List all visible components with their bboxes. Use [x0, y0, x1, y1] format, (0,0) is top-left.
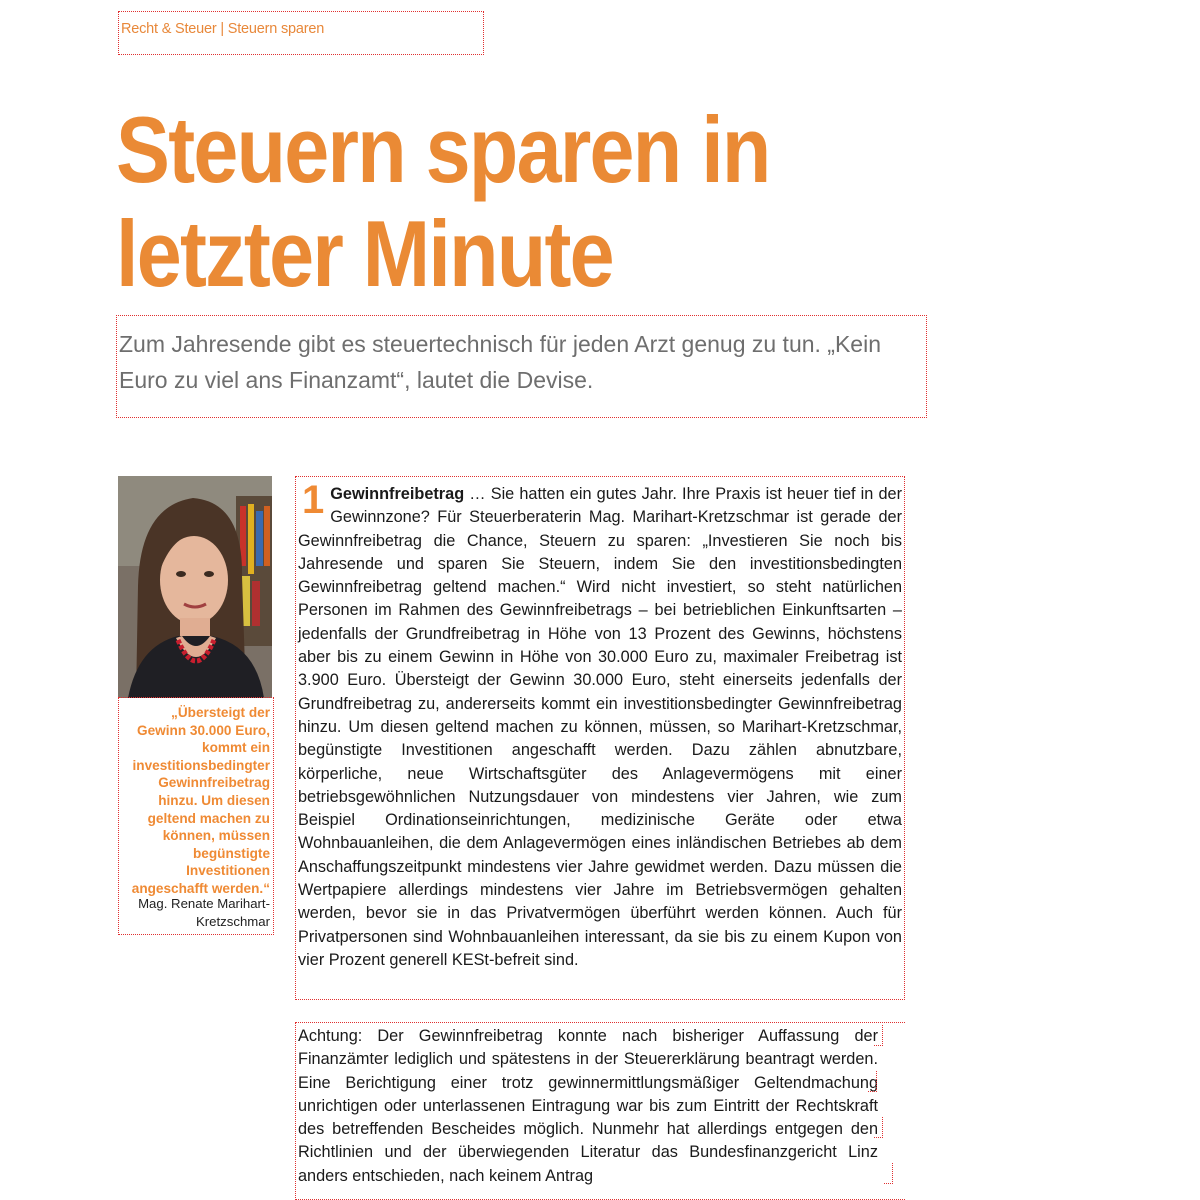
margin-mark: [874, 1117, 883, 1138]
section-1-text: [298, 478, 902, 972]
note-text: Achtung: Der Gewinnfreibetrag konnte nach bisheriger Auffassung der Finanzämter lediglich und spätestens in der Steuererklärung beantragt werden. Eine Berichtigung einer trotz gewinnermittlungsmäßiger Geltendmachung unrichtigen oder unterlassenen Eintragung war bis zum Eintritt der Rechtskraft des betreffenden Bescheides möglich. Nunmehr hat allerdings entgegen den Richtlinien und der überwiegenden Literatur das Bundesfinanzgericht Linz anders entschieden, nach keinem Antrag: [298, 1027, 878, 1185]
lead-box: [116, 315, 927, 418]
section-1-box: [295, 476, 905, 1000]
margin-mark: [868, 1071, 877, 1092]
pull-quote-box: [118, 697, 274, 935]
author-portrait: [118, 476, 272, 698]
section-keyword: Gewinnfreibetrag: [330, 485, 465, 503]
section-number: 1: [302, 478, 325, 522]
rubric-box: [118, 11, 484, 55]
note-box: [295, 1022, 905, 1200]
margin-mark: [874, 1025, 883, 1046]
article-headline: Steuern sparen in letzter Minute: [116, 97, 770, 306]
article-lead: Zum Jahresende gibt es steuertechnisch für jeden Arzt genug zu tun. „Kein Euro zu viel ans Finanzamt“, lautet die Devise.: [119, 331, 881, 393]
margin-mark: [884, 1163, 893, 1184]
quote-author: Mag. Renate Marihart-Kretzschmar: [138, 896, 270, 929]
section-rubric: Recht & Steuer | Steuern sparen: [121, 21, 325, 37]
section-1-body: … Sie hatten ein gutes Jahr. Ihre Praxis ist heuer tief in der Gewinnzone? Für Steuerberaterin Mag. Marihart-Kretzschmar ist gerade der Gewinnfreibetrag die Chance, Steuern zu sparen: „Investieren Sie noch bis Jahresende und sparen Sie Steuern, indem Sie den investitionsbedingten Gewinnfreibetrag geltend machen.“ Wird nicht investiert, so steht natürlichen Personen im Rahmen des Gewinnfreibetrags – bei betrieblichen Einkunftsarten – jedenfalls der Grundfreibetrag in Höhe von 13 Prozent des Gewinns, höchstens aber bis zu einem Gewinn in Höhe von 30.000 Euro zu, maximaler Freibetrag ist 3.900 Euro. Übersteigt der Gewinn 30.000 Euro, steht einerseits jedenfalls der Grundfreibetrag zu, andererseits kommt ein investitionsbedingter Gewinnfreibetrag hinzu. Um diesen geltend machen zu können, müssen, so Marihart-Kretzschmar, begünstigte Investitionen angeschafft werden. Dazu zählen abnutzbare, körperliche, neue Wirtschaftsgüter des Anlagevermögens mit einer betriebsgewöhnlichen Nutzungsdauer von mindestens vier Jahren, wie zum Beispiel Ordinationseinrichtungen, medizinische Geräte oder etwa Wohnbauanleihen, die dem Anlagevermögen eines inländischen Betriebes ab dem Anschaffungszeitpunkt mindestens vier Jahre gewidmet werden. Dazu müssen die Wertpapiere allerdings mindestens vier Jahre im Betriebsvermögen gehalten werden, bevor sie in das Privatvermögen überführt werden können. Auch für Privatpersonen sind Wohnbauanleihen interessant, da sie bis zu einem Kupon von vier Prozent generell KESt-befreit sind.: [298, 485, 902, 969]
pull-quote: „Übersteigt der Gewinn 30.000 Euro, kommt ein investitionsbedingter Gewinnfreibetrag hinzu. Um diesen geltend machen zu können, müssen begünstigte Investitionen angeschafft werden.“: [131, 705, 270, 896]
